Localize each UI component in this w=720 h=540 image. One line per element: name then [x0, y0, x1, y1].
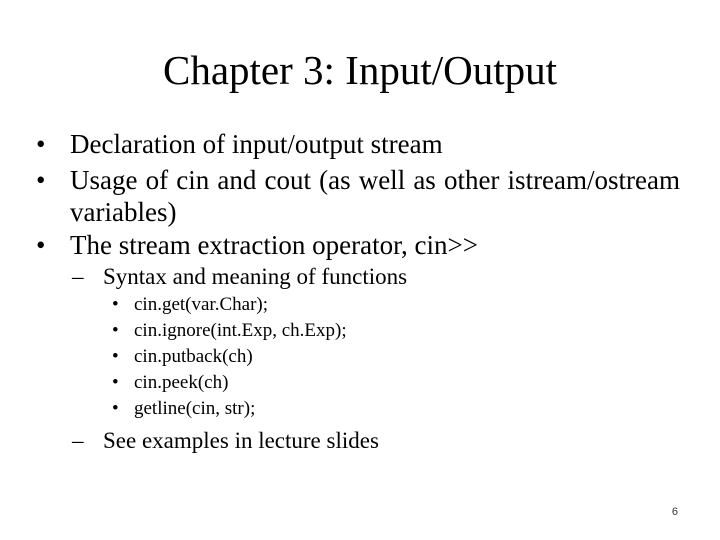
- bullet-marker: •: [112, 294, 119, 315]
- sub-bullet-text: See examples in lecture slides: [103, 428, 379, 453]
- bullet-marker: •: [36, 165, 46, 195]
- function-text: cin.putback(ch): [134, 346, 253, 367]
- sub-bullet-examples: [72, 427, 379, 455]
- bullet-declaration: [36, 128, 680, 160]
- function-text: cin.peek(ch): [134, 372, 229, 393]
- function-item: [112, 292, 268, 318]
- bullet-marker: •: [112, 320, 119, 341]
- function-text: cin.ignore(int.Exp, ch.Exp);: [134, 320, 347, 341]
- function-item: [112, 396, 255, 422]
- bullet-text: Usage of cin and cout (as well as other istream/ostream variables): [70, 165, 680, 227]
- bullet-usage: [36, 164, 680, 228]
- slide-title: Chapter 3: Input/Output: [162, 47, 557, 93]
- bullet-marker: •: [112, 372, 119, 393]
- sub-bullet-syntax: [72, 263, 407, 291]
- function-text: cin.get(var.Char);: [134, 294, 269, 315]
- sub-bullet-text: Syntax and meaning of functions: [103, 264, 408, 289]
- dash-marker: –: [72, 428, 84, 453]
- function-item: [112, 318, 347, 344]
- bullet-marker: •: [36, 230, 46, 260]
- function-text: getline(cin, str);: [134, 398, 256, 419]
- bullet-text: Declaration of input/output stream: [70, 129, 443, 159]
- bullet-marker: •: [112, 346, 119, 367]
- bullet-marker: •: [36, 129, 46, 159]
- function-item: [112, 370, 228, 396]
- bullet-extraction-operator: [36, 229, 680, 261]
- bullet-text: The stream extraction operator, cin>>: [70, 230, 478, 260]
- bullet-marker: •: [112, 398, 119, 419]
- function-item: [112, 344, 253, 370]
- page-number: 6: [671, 506, 678, 518]
- dash-marker: –: [72, 264, 84, 289]
